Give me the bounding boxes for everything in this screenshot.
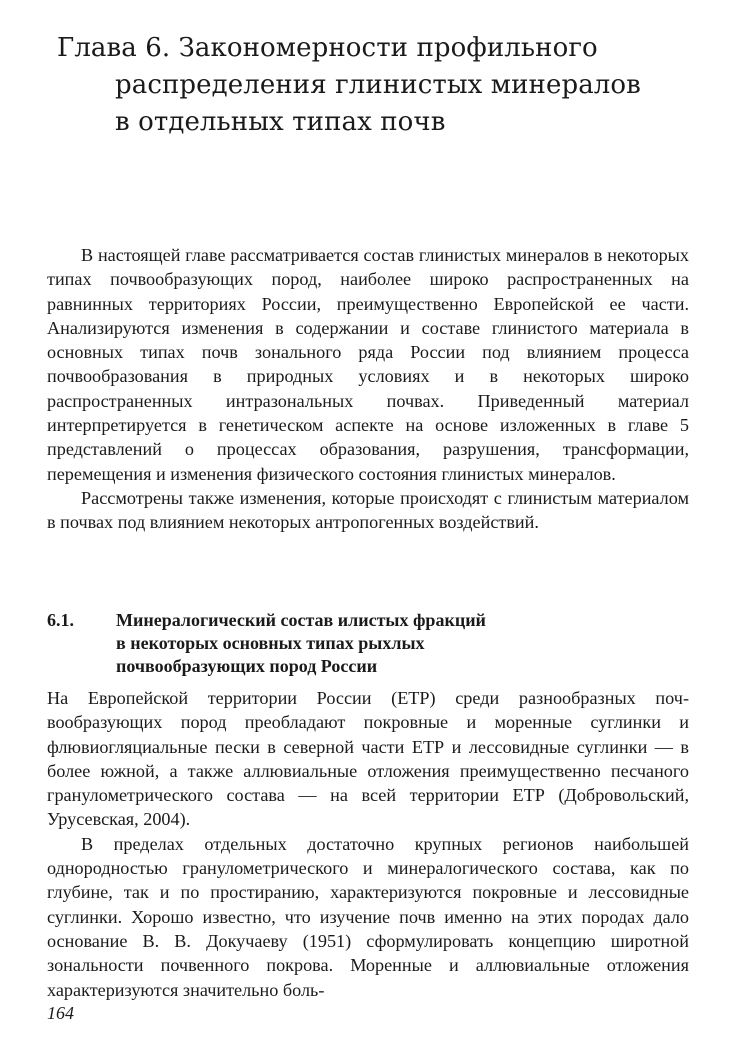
- section-title-line-2: в некоторых основных типах рыхлых: [116, 633, 425, 653]
- chapter-title-line-1: Глава 6. Закономерности профильного: [57, 33, 598, 63]
- section-title-line-1: Минералогический состав илистых фракций: [116, 610, 486, 630]
- chapter-title-line-2: распределения глинистых минералов: [115, 70, 641, 100]
- intro-paragraph-1: В настоящей главе рассматривается состав глинистых минералов в некоторых типах почвообразующих пород, наиболее широко распространенных на равнинных территориях России, преимущественно Европейской ее части. Анализируются изменения в содержании и составе глинистого материала в основных типах почв зонального ряда России под влиянием процесса почвообразования в природных условиях и в некоторых широко распространенных интразональных почвах. Приведенный материал интерпретируется в генетическом аспекте на основе изложенных в главе 5 представлений о процессах образования, разрушения, трансформации, перемещения и изменения физического состояния глинистых минералов.: [47, 245, 689, 484]
- section-body: [47, 686, 689, 1002]
- section-title: [116, 609, 636, 678]
- intro-paragraph-2: Рассмотрены также изменения, которые происходят с глинистым материалом в почвах под влиянием некоторых антропогенных воздействий.: [47, 487, 689, 533]
- chapter-title: [57, 30, 697, 141]
- page-number: 164: [47, 1003, 74, 1023]
- section-title-line-3: почвообразующих пород России: [116, 656, 378, 676]
- body-paragraph-1: На Европейской территории России (ЕТР) среди разнообразных почвообразующих пород преобладают покровные и моренные суглинки и флювиогляциальные пески в северной части ЕТР и лессовидные суглинки — в более южной, а также аллювиальные отложения преимущественно песчаного гранулометрического состава — на всей территории ЕТР (Добровольский, Урусевская, 2004).: [47, 688, 689, 830]
- section-number: 6.1.: [47, 610, 74, 630]
- chapter-intro: [47, 243, 689, 535]
- chapter-title-line-3: в отдельных типах почв: [115, 107, 446, 137]
- body-paragraph-2: В пределах отдельных достаточно крупных регионов наибольшей однородностью гранулометрического и минералогического состава, как по глубине, так и по простиранию, характеризуются покровные и лессовидные суглинки. Хорошо известно, что изучение почв именно на этих породах дало основание В. В. Докучаеву (1951) сформулировать концепцию широтной зональности почвенного покрова. Моренные и аллювиальные отложения характеризуются значительно боль-: [47, 833, 689, 1000]
